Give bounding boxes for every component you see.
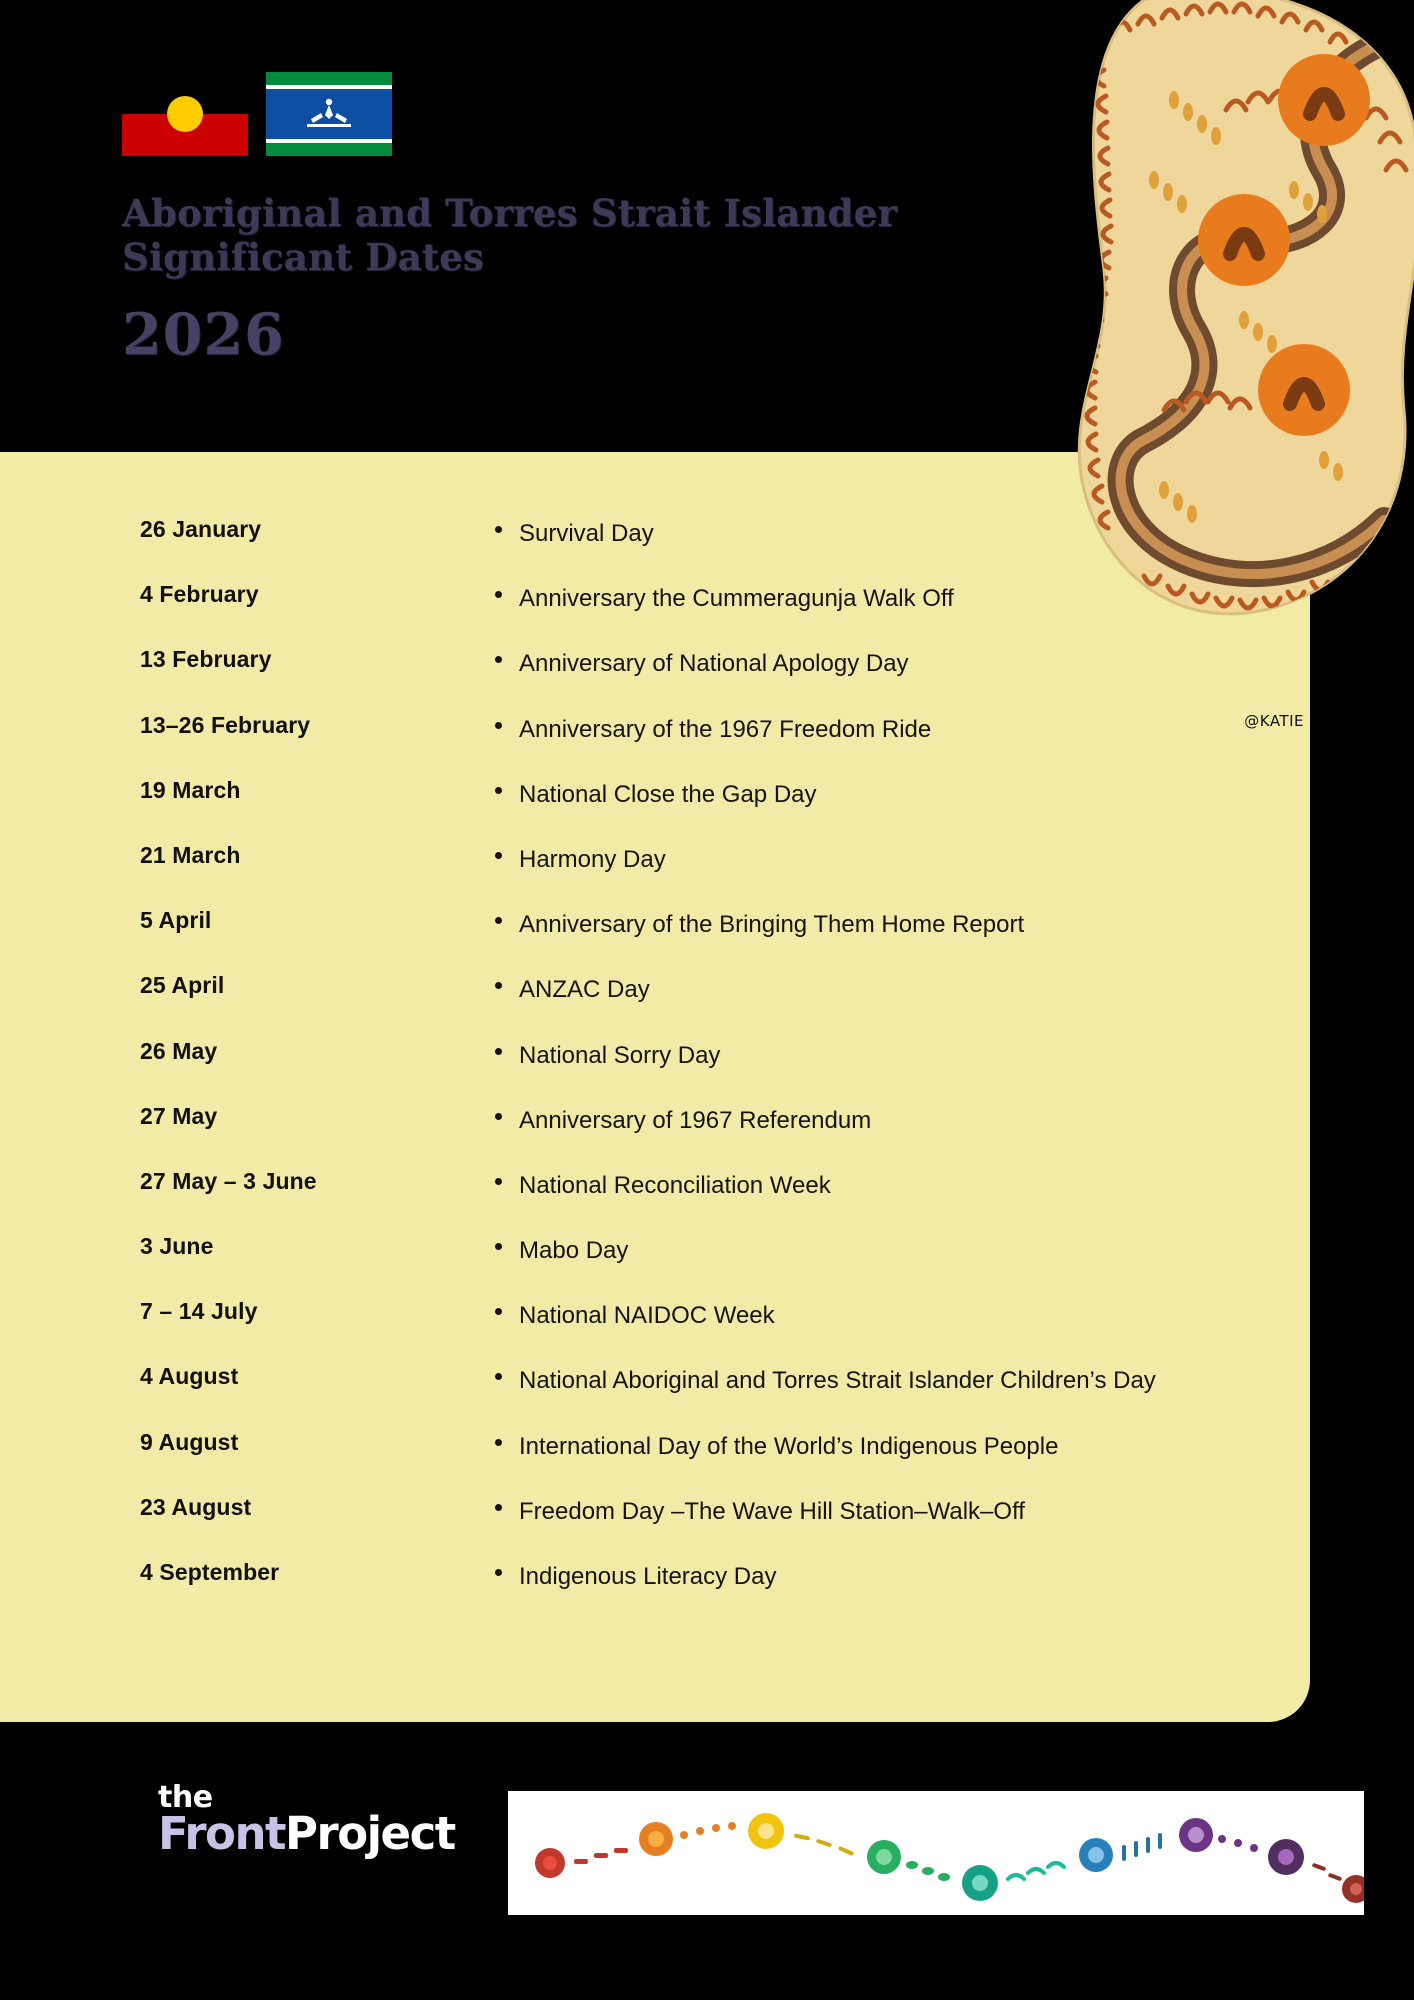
bullet-icon <box>495 852 502 859</box>
event-label <box>485 1167 1230 1232</box>
date-label: 3 June <box>140 1233 214 1260</box>
bullet-icon <box>495 591 502 598</box>
event-label <box>485 1428 1230 1493</box>
flags-group <box>122 72 392 156</box>
date-label: 5 April <box>140 907 212 934</box>
year-label: 2026 <box>122 301 285 369</box>
tsi-flag-white-top <box>266 85 392 89</box>
event-label <box>485 906 1230 971</box>
date-label: 19 March <box>140 776 241 803</box>
bullet-icon <box>495 526 502 533</box>
event-label <box>485 1362 1230 1427</box>
date-label: 23 August <box>140 1493 252 1520</box>
table-row <box>140 1558 1230 1623</box>
event-text: National NAIDOC Week <box>519 1302 775 1330</box>
event-text: Harmony Day <box>519 845 666 873</box>
event-label <box>485 1297 1230 1362</box>
bullet-icon <box>495 1308 502 1315</box>
bullet-icon <box>495 1243 502 1250</box>
table-row <box>140 1428 1230 1493</box>
logo-front-project <box>158 1806 455 1860</box>
event-text: Freedom Day –The Wave Hill Station–Walk–Off <box>519 1497 1025 1525</box>
page-footer <box>0 1722 1414 2000</box>
table-row <box>140 906 1230 971</box>
event-label <box>485 1232 1230 1297</box>
date-label: 13 February <box>140 646 272 673</box>
page-title-line2: Significant Dates <box>122 234 484 279</box>
bullet-icon <box>495 787 502 794</box>
table-row <box>140 1167 1230 1232</box>
logo-project: Project <box>285 1806 455 1860</box>
logo-the: the <box>158 1780 213 1815</box>
event-text: Anniversary of National Apology Day <box>519 650 909 678</box>
event-text: Anniversary of the Bringing Them Home Report <box>519 911 1025 939</box>
table-row <box>140 1037 1230 1102</box>
event-label <box>485 776 1230 841</box>
tsi-flag-green-top <box>266 72 392 85</box>
date-label: 4 February <box>140 581 259 608</box>
event-label <box>485 1102 1230 1167</box>
event-label <box>485 1037 1230 1102</box>
bullet-icon <box>495 1048 502 1055</box>
aboriginal-artwork-illustration <box>994 0 1414 760</box>
the-front-project-logo <box>158 1780 455 1860</box>
page-title-line1: Aboriginal and Torres Strait Islander <box>122 191 898 235</box>
table-row <box>140 841 1230 906</box>
event-label <box>485 971 1230 1036</box>
torres-strait-islander-flag-icon <box>266 72 392 156</box>
date-label: 26 January <box>140 516 262 542</box>
dhari-headdress-icon <box>303 97 355 131</box>
bullet-icon <box>495 1569 502 1576</box>
bullet-icon <box>495 1504 502 1511</box>
event-text: International Day of the World’s Indigenous People <box>519 1432 1059 1460</box>
table-row <box>140 1102 1230 1167</box>
date-label: 27 May <box>140 1102 218 1129</box>
date-label: 25 April <box>140 972 225 999</box>
bullet-icon <box>495 1373 502 1380</box>
logo-front: Front <box>158 1806 286 1860</box>
event-text: ANZAC Day <box>519 976 650 1004</box>
event-text: National Reconciliation Week <box>519 1171 831 1199</box>
event-text: National Aboriginal and Torres Strait Islander Children’s Day <box>519 1367 1156 1395</box>
event-text: Anniversary of 1967 Referendum <box>519 1106 872 1134</box>
aboriginal-flag-icon <box>122 72 248 156</box>
page-title <box>122 192 1022 279</box>
event-text: National Close the Gap Day <box>519 780 817 808</box>
bullet-icon <box>495 1178 502 1185</box>
aboriginal-flag-sun <box>167 96 203 132</box>
event-text: National Sorry Day <box>519 1041 721 1069</box>
event-text: Mabo Day <box>519 1237 629 1265</box>
event-text: Indigenous Literacy Day <box>519 1563 777 1590</box>
bullet-icon <box>495 1113 502 1120</box>
date-label: 27 May – 3 June <box>140 1167 317 1194</box>
bullet-icon <box>495 982 502 989</box>
footer-artwork-banner <box>508 1791 1364 1915</box>
date-label: 7 – 14 July <box>140 1298 258 1325</box>
event-text: Survival Day <box>519 520 654 547</box>
bullet-icon <box>495 1439 502 1446</box>
date-label: 26 May <box>140 1037 218 1064</box>
bullet-icon <box>495 917 502 924</box>
event-label <box>485 1493 1230 1558</box>
event-label <box>485 1558 1230 1623</box>
event-text: Anniversary of the 1967 Freedom Ride <box>519 715 932 743</box>
table-row <box>140 1362 1230 1427</box>
date-label: 13–26 February <box>140 711 311 738</box>
date-label: 9 August <box>140 1428 239 1455</box>
title-block <box>122 192 1022 368</box>
date-label: 4 September <box>140 1559 280 1585</box>
table-row <box>140 776 1230 841</box>
event-label <box>485 841 1230 906</box>
bullet-icon <box>495 722 502 729</box>
artwork-credit: @KATIE <box>1244 712 1304 730</box>
date-label: 4 August <box>140 1363 239 1390</box>
table-row <box>140 1232 1230 1297</box>
date-label: 21 March <box>140 841 241 868</box>
table-row <box>140 971 1230 1036</box>
table-row <box>140 1493 1230 1558</box>
table-row <box>140 1297 1230 1362</box>
bullet-icon <box>495 656 502 663</box>
tsi-flag-green-bottom <box>266 143 392 156</box>
event-text: Anniversary the Cummeragunja Walk Off <box>519 585 954 613</box>
